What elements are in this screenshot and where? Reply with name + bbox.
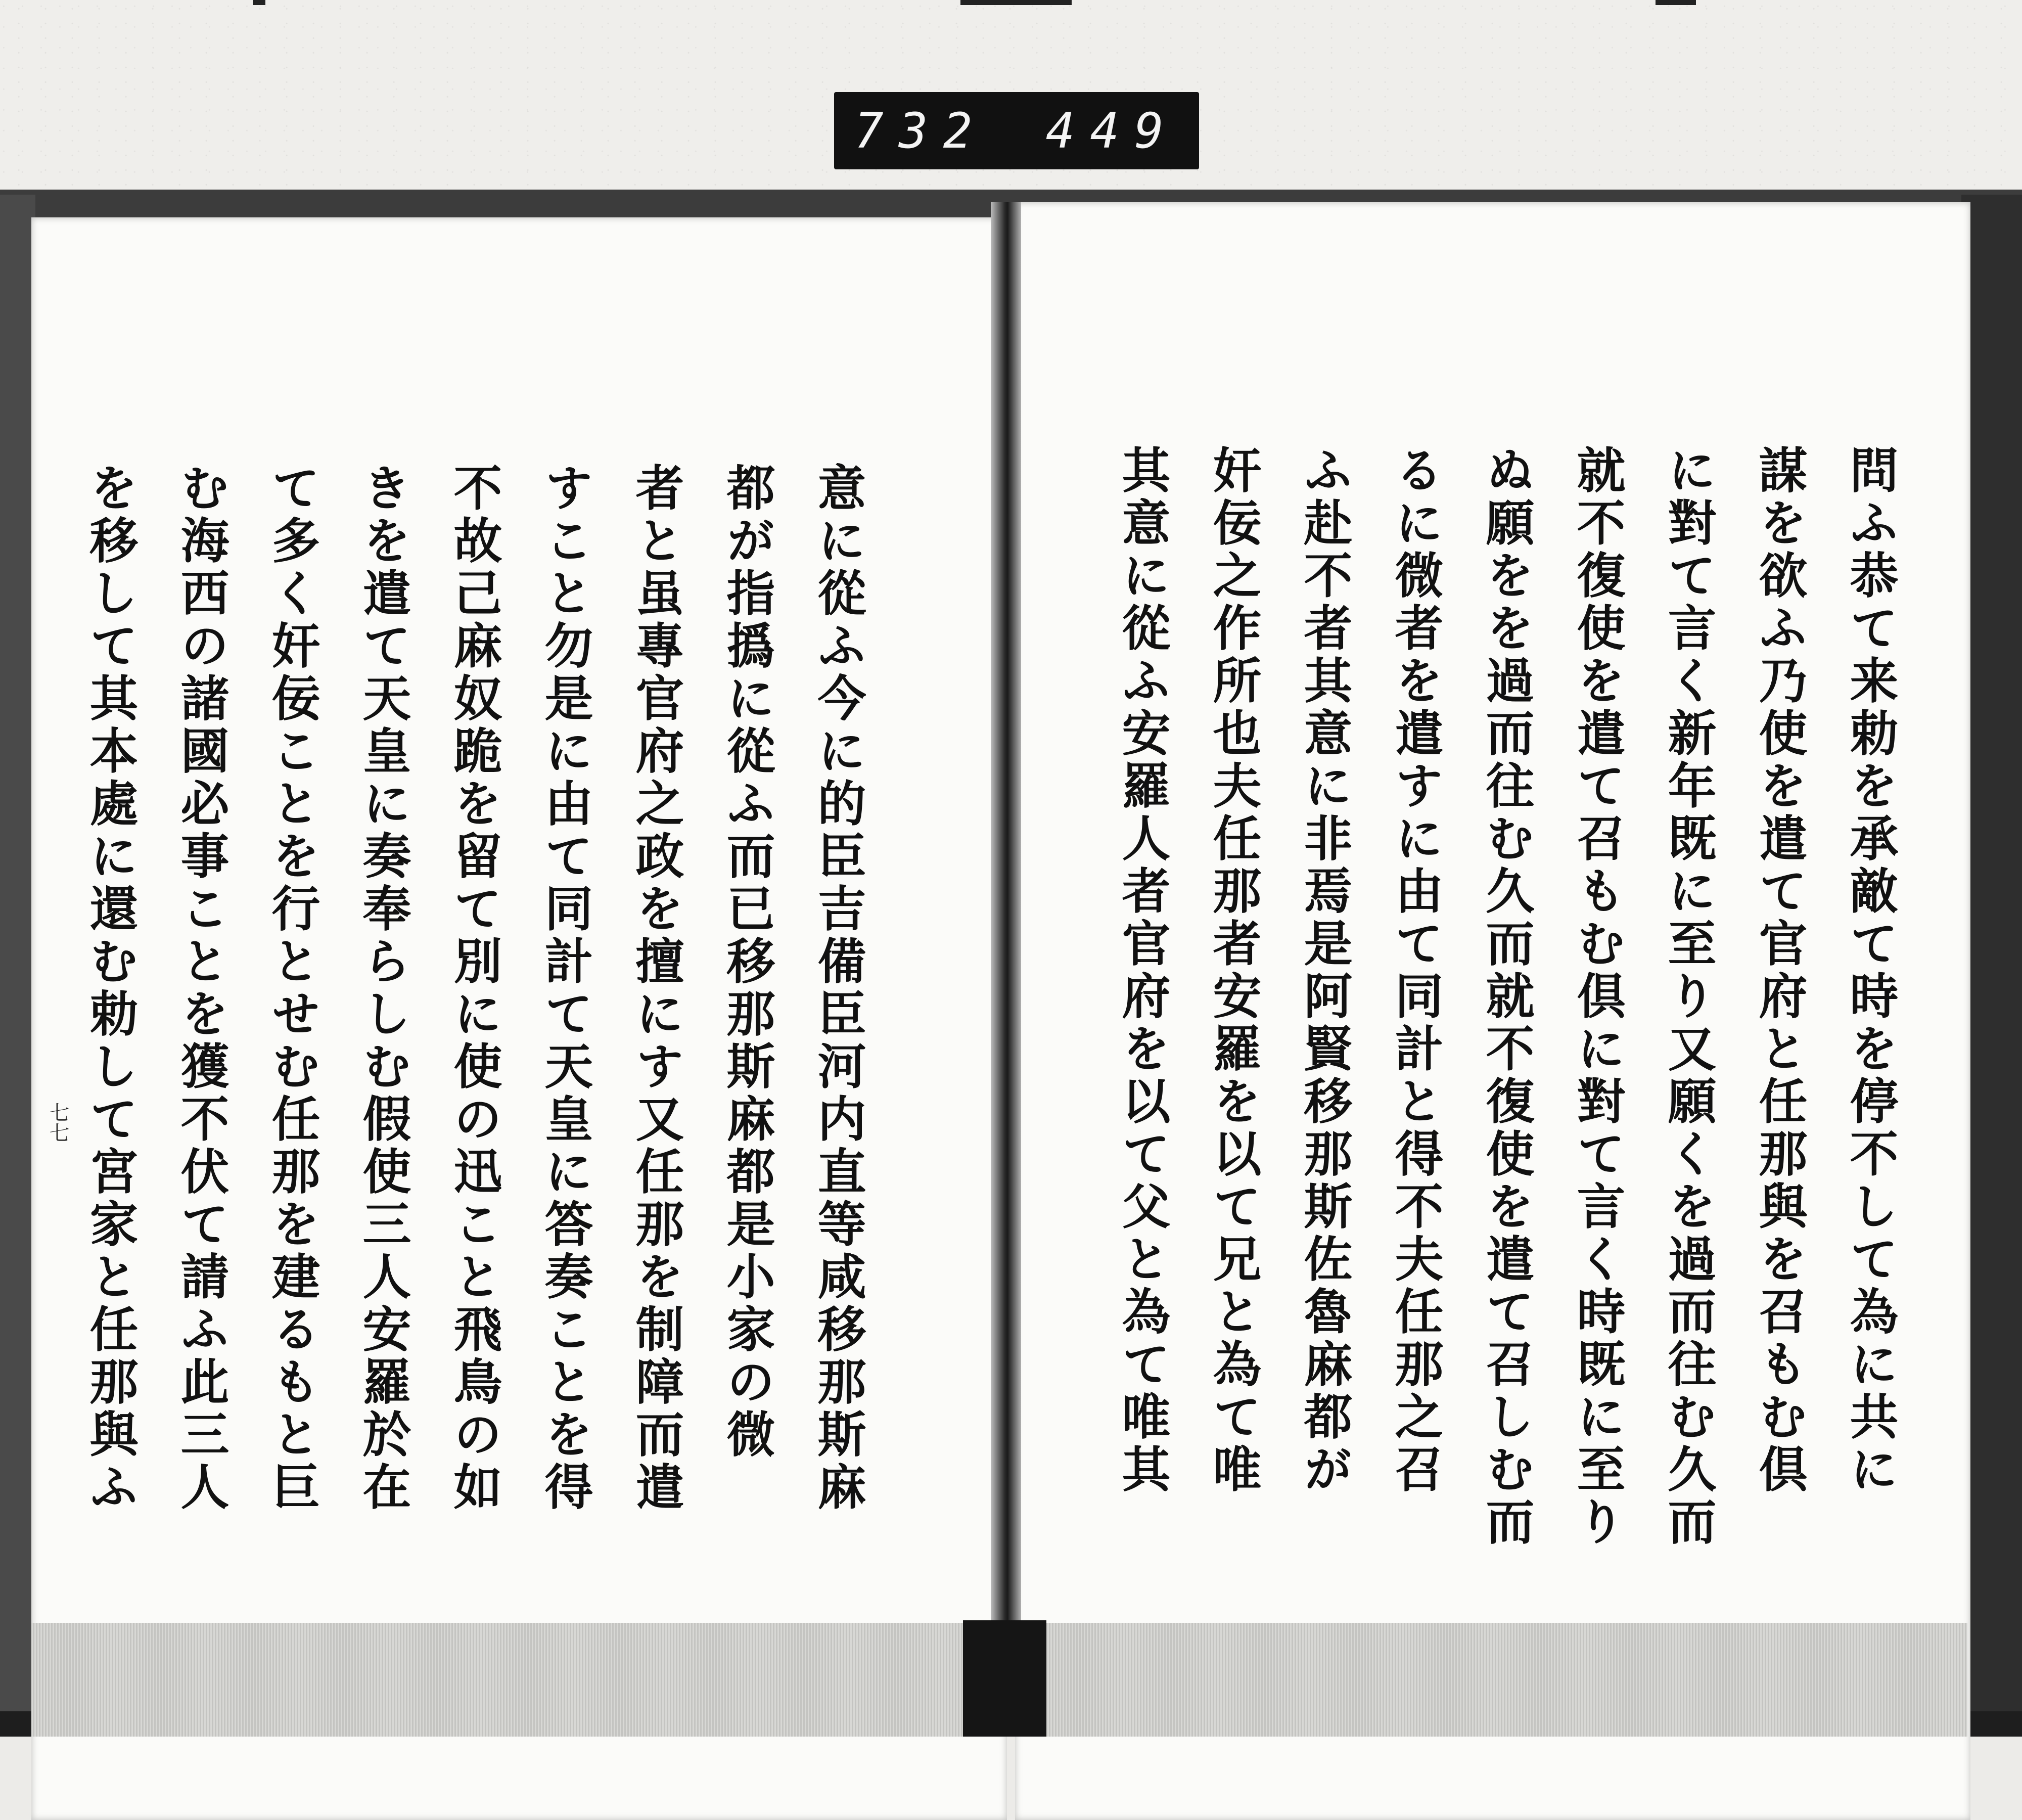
spine-shadow: [963, 1620, 1046, 1737]
cover-edge-left: [0, 195, 35, 1711]
page-number: 七七: [46, 1102, 69, 1143]
text-line: るに微者を遣すに由て同計と得不夫任那之召: [1387, 445, 1444, 1496]
text-line: て多く奸佞ことを行とせむ任那を建るもと巨: [264, 463, 321, 1514]
reel-frame-label: [834, 92, 1199, 169]
text-line: きを遣て天皇に奏奉らしむ假使三人安羅於在: [355, 463, 412, 1514]
text-line: 就不復使を遣て召もむ倶に對て言く時既に至り: [1569, 445, 1626, 1549]
top-edge-mark: [253, 0, 265, 5]
text-line: 者と虽專官府之政を擅にす又任那を制障而遣: [628, 463, 685, 1514]
book-gutter: [991, 202, 1021, 1737]
text-line: 奸佞之作所也夫任那者安羅を以て兄と為て唯: [1205, 445, 1262, 1496]
text-line: を移して其本處に還む勅して宮家と任那與ふ: [82, 463, 139, 1514]
top-edge-mark: [1656, 0, 1696, 5]
frame-number: 449: [1045, 102, 1179, 159]
top-edge-mark: [960, 0, 1072, 5]
text-line: 謀を欲ふ乃使を遣て官府と任那與を召もむ倶: [1751, 445, 1808, 1496]
text-line: 不故己麻奴跪を留て別に使の迅こと飛鳥の如: [446, 463, 503, 1514]
text-line: 意に從ふ今に的臣吉備臣河内直等咸移那斯麻: [810, 463, 867, 1514]
text-line: に對て言く新年既に至り又願くを過而往む久而: [1660, 445, 1717, 1549]
text-line: すこと勿是に由て同計て天皇に答奏ことを得: [537, 463, 594, 1514]
text-line: 都が指撝に從ふ而已移那斯麻都是小家の微: [719, 463, 776, 1462]
text-line: 問ふ恭て来勅を承敵て時を停不して為に共に: [1842, 445, 1899, 1496]
right-page-text: [1114, 445, 1916, 1549]
text-line: む海西の諸國必事ことを獲不伏て請ふ此三人: [173, 463, 230, 1514]
text-line: ふ赴不者其意に非焉是阿賢移那斯佐魯麻都が: [1296, 445, 1353, 1496]
left-page-text: [82, 463, 884, 1550]
text-line: ぬ願をを過而往む久而就不復使を遣て召しむ而: [1478, 445, 1535, 1549]
text-line: 其意に從ふ安羅人者官府を以て父と為て唯其: [1114, 445, 1171, 1496]
reel-number: 732: [854, 102, 988, 159]
cover-edge-right: [1961, 195, 2022, 1711]
